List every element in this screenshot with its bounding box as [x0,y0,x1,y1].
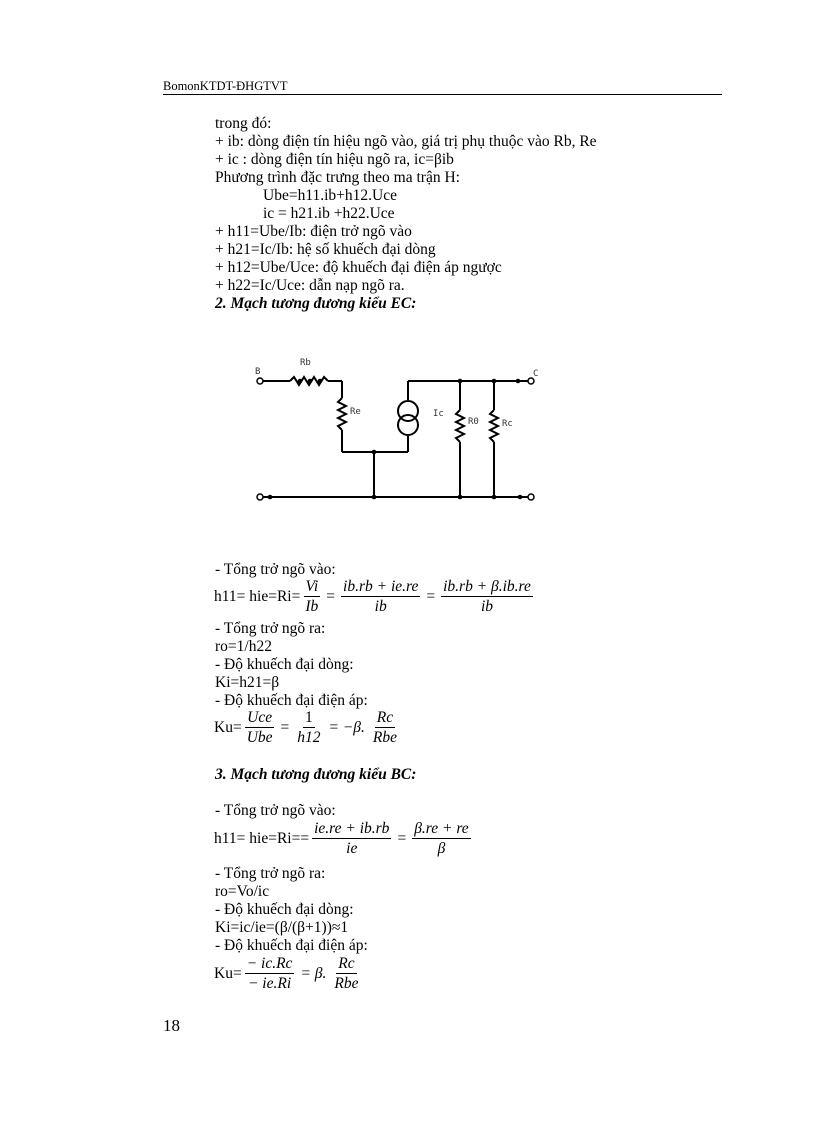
ec-ku-equation: Ku= $\frac{\text{Uce}}{\text{Ube}}$ = $\frac{1}{h12}$ = −β. $\frac{Rc}{\text{Rbe}}$ [214,709,398,746]
fraction: $\frac{\beta.re + re}{\beta}$ [414,820,469,857]
text-line: trong đó: [215,115,272,132]
bc-ku-label: - Độ khuếch đại điện áp: [215,937,368,954]
bc-ro: ro=Vo/ic [215,883,270,900]
h11-prefix: h11= hie=Ri== [214,829,310,847]
bc-h11-equation: h11= hie=Ri== $\frac{ie.re + ib.rb}{ie}$ = $\frac{\beta.re + re}{\beta}$ [214,820,469,857]
node-c-label: C [533,369,539,379]
bc-ku-equation: Ku= $\frac{- ic.Rc}{- ie.Ri}$ = β. $\frac{Rc}{\text{Rbe}}$ [214,955,359,992]
r0-label: R0 [468,417,479,427]
fraction: $\frac{ib.rb + \beta.ib.re}{ib}$ [443,578,531,615]
fraction: $\frac{Rc}{\text{Rbe}}$ [372,709,398,746]
rc-label: Rc [502,419,513,429]
bc-ki-label: - Độ khuếch đại dòng: [215,901,354,918]
text-line: + ib: dòng điện tín hiệu ngõ vào, giá trị phụ thuộc vào Rb, Re [215,133,597,150]
fraction: $\frac{\text{Uce}}{\text{Ube}}$ [246,709,273,746]
ic-label: Ic [433,409,444,419]
header-rule [163,94,722,95]
ec-ki: Ki=h21=β [215,674,280,691]
fraction: $\frac{1}{h12}$ [297,709,321,746]
text-line: + ic : dòng điện tín hiệu ngõ ra, ic=βib [215,151,454,168]
fraction: $\frac{Vi}{Ib}$ [305,578,319,615]
bc-output-label: - Tổng trở ngõ ra: [215,865,326,882]
bc-input-label: - Tổng trở ngõ vào: [215,802,336,819]
ku-prefix: Ku= [214,964,242,982]
ec-input-label: - Tổng trở ngõ vào: [215,561,336,578]
ku-prefix: Ku= [214,718,242,736]
ec-equivalent-circuit [245,350,550,510]
bc-ki: Ki=ic/ie=(β/(β+1))≈1 [215,919,349,936]
fraction: $\frac{Rc}{\text{Rbe}}$ [334,955,359,992]
section-heading-ec: 2. Mạch tương đương kiểu EC: [215,295,417,312]
ec-ro: ro=1/h22 [215,638,272,655]
text-line: + h11=Ube/Ib: điện trở ngõ vào [215,223,412,240]
re-label: Re [350,407,361,417]
fraction: $\frac{ie.re + ib.rb}{ie}$ [314,820,390,857]
text-line: + h22=Ic/Uce: dẫn nạp ngõ ra. [215,277,405,294]
fraction: $\frac{ib.rb + ie.re}{ib}$ [343,578,419,615]
ec-ki-label: - Độ khuếch đại dòng: [215,656,354,673]
equation-line: ic = h21.ib +h22.Uce [263,205,395,222]
text-line: + h12=Ube/Uce: độ khuếch đại điện áp ngược [215,259,502,276]
text-line: Phương trình đặc trưng theo ma trận H: [215,169,460,186]
h11-prefix: h11= hie=Ri= [214,587,301,605]
page-header: BomonKTDT-ĐHGTVT [163,79,288,93]
ec-ku-label: - Độ khuếch đại điện áp: [215,692,368,709]
node-b-label: B [255,367,261,377]
ec-h11-equation: h11= hie=Ri= $\frac{Vi}{Ib}$ = $\frac{ib.rb + ie.re}{ib}$ = $\frac{ib.rb + \beta.ib.re}{ib}$ [214,578,531,615]
equation-line: Ube=h11.ib+h12.Uce [263,187,397,204]
rb-label: Rb [300,358,311,368]
section-heading-bc: 3. Mạch tương đương kiểu BC: [215,766,417,783]
ec-output-label: - Tổng trở ngõ ra: [215,620,326,637]
text-line: + h21=Ic/Ib: hệ số khuếch đại dòng [215,241,436,258]
fraction: $\frac{- ic.Rc}{- ie.Ri}$ [246,955,293,992]
page-number: 18 [163,1016,180,1035]
